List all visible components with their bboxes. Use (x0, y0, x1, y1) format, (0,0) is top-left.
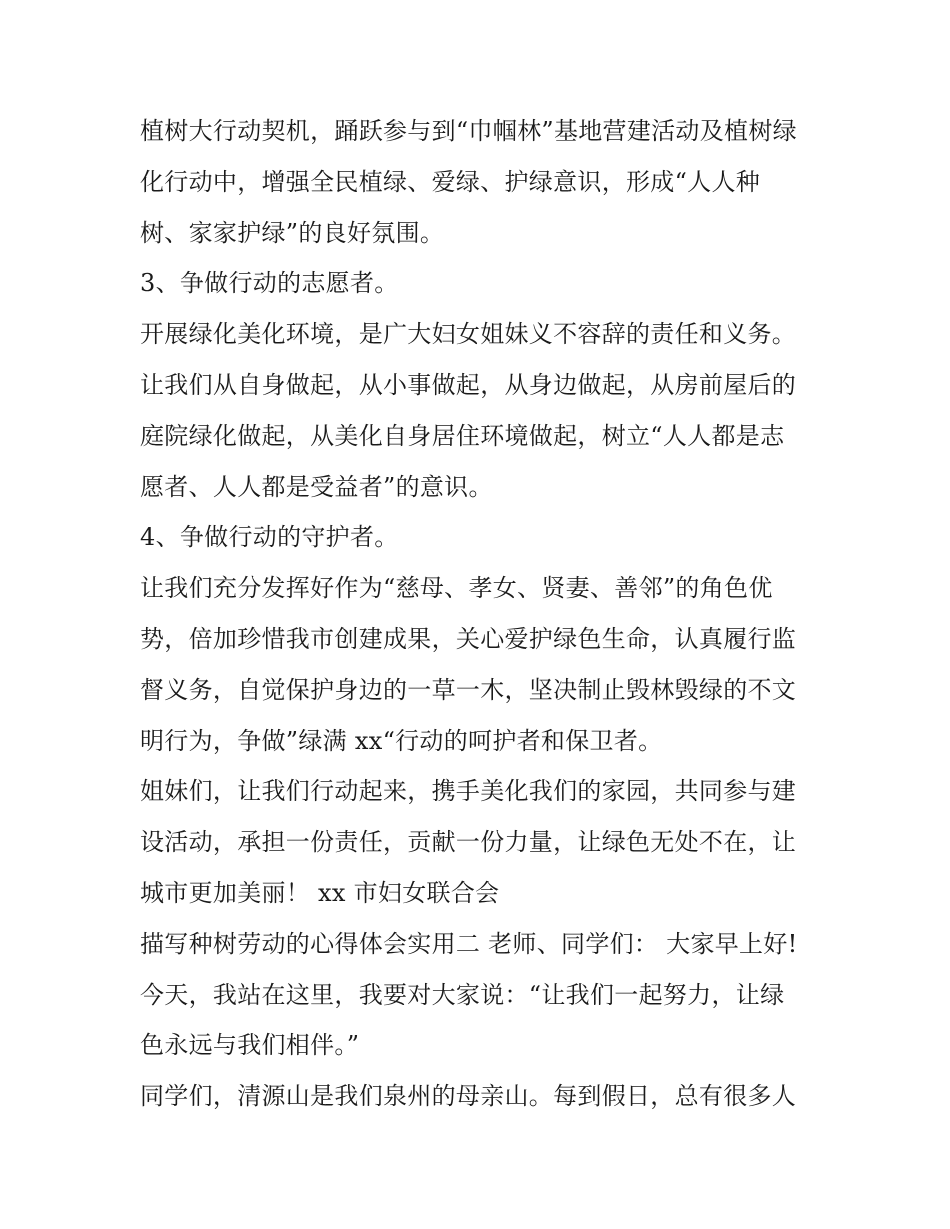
text-line: 开展绿化美化环境，是广大妇女姐妹义不容辞的责任和义务。 (140, 320, 797, 348)
text-line: 势，倍加珍惜我市创建成果，关心爱护绿色生命，认真履行监 (140, 625, 797, 653)
text-line: 同学们，清源山是我们泉州的母亲山。每到假日，总有很多人 (140, 1082, 797, 1110)
text-line: 今天，我站在这里，我要对大家说：“让我们一起努力，让绿 (140, 981, 785, 1009)
text-line: 让我们从自身做起，从小事做起，从身边做起，从房前屋后的 (140, 371, 797, 399)
section-heading: 4、争做行动的守护者。 (140, 523, 399, 551)
section-heading: 3、争做行动的志愿者。 (140, 269, 399, 297)
text-line: 姐妹们，让我们行动起来，携手美化我们的家园，共同参与建 (140, 777, 797, 805)
text-line: 督义务，自觉保护身边的一草一木，坚决制止毁林毁绿的不文 (140, 676, 797, 704)
text-line: 城市更加美丽！ xx 市妇女联合会 (140, 879, 500, 907)
text-line: 树、家家护绿”的良好氛围。 (140, 219, 445, 247)
text-line: 色永远与我们相伴。” (140, 1031, 360, 1059)
text-line: 植树大行动契机，踊跃参与到“巾帼林”基地营建活动及植树绿 (140, 117, 797, 145)
text-line: 让我们充分发挥好作为“慈母、孝女、贤妻、善邻”的角色优 (140, 574, 773, 602)
text-line: 化行动中，增强全民植绿、爱绿、护绿意识，形成“人人种 (140, 168, 761, 196)
text-line: 庭院绿化做起，从美化自身居住环境做起，树立“人人都是志 (140, 422, 785, 450)
text-line: 愿者、人人都是受益者”的意识。 (140, 473, 493, 501)
text-line: 明行为，争做”绿满 xx“行动的呵护者和保卫者。 (140, 727, 663, 755)
text-line: 描写种树劳动的心得体会实用二 老师、同学们： 大家早上好! (140, 930, 798, 958)
text-line: 设活动，承担一份责任，贡献一份力量，让绿色无处不在，让 (140, 828, 797, 856)
